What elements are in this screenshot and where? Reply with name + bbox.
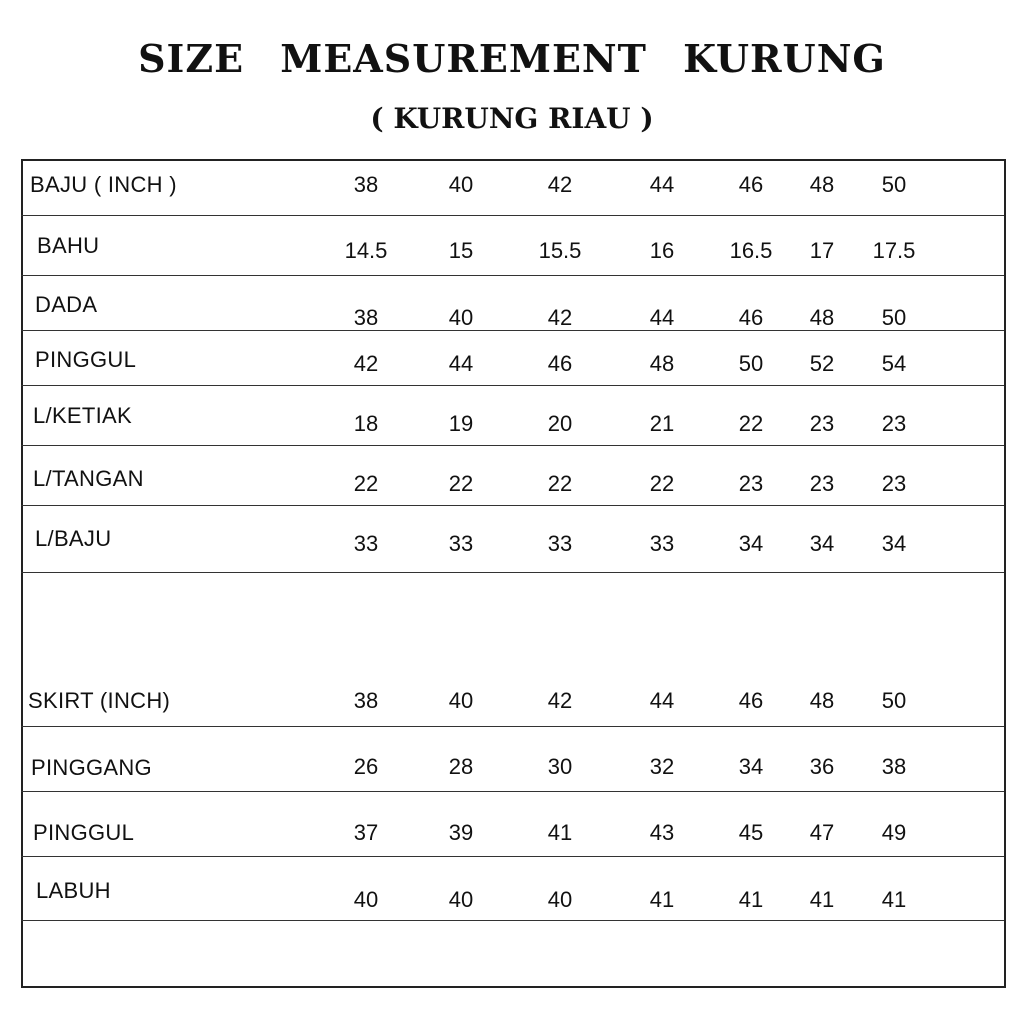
row-divider: [21, 275, 1004, 276]
table-row-bahu: [0, 233, 1024, 266]
table-cell: 17: [809, 238, 835, 263]
table-row-pinggul-skirt: [0, 818, 1024, 848]
table-row-ketiak: [0, 403, 1024, 439]
table-cell: 48: [809, 688, 835, 713]
table-cell: 30: [547, 754, 573, 779]
row-divider: [21, 791, 1004, 792]
table-cell: 22: [448, 471, 474, 496]
table-cell: 46: [738, 172, 764, 197]
table-cell: 33: [448, 531, 474, 556]
table-cell: 17.5: [872, 238, 916, 263]
table-cell: 44: [649, 305, 675, 330]
row-label: DADA: [35, 292, 98, 317]
row-label: PINGGUL: [35, 347, 137, 372]
row-divider: [21, 505, 1004, 506]
table-cell: 16: [649, 238, 675, 263]
table-row-dada: [0, 292, 1024, 333]
table-cell: 41: [881, 887, 907, 912]
table-cell: 38: [353, 305, 379, 330]
size-table-frame: [21, 159, 1006, 988]
table-row-tangan: [0, 466, 1024, 499]
table-row-labuh: [0, 878, 1024, 915]
table-cell: 40: [448, 887, 474, 912]
table-row-skirt-header: [0, 686, 1024, 716]
table-cell: 34: [738, 754, 764, 779]
table-cell: 47: [809, 820, 835, 845]
row-divider: [21, 385, 1004, 386]
table-row-baju-header: [0, 170, 1024, 200]
table-cell: 50: [881, 172, 907, 197]
table-cell: 48: [809, 305, 835, 330]
table-cell: 15.5: [538, 238, 582, 263]
table-cell: 44: [649, 688, 675, 713]
row-divider: [21, 726, 1004, 727]
table-cell: 42: [547, 305, 573, 330]
table-cell: 28: [448, 754, 474, 779]
table-cell: 16.5: [729, 238, 773, 263]
row-label: L/BAJU: [35, 526, 112, 551]
row-label: BAJU ( INCH ): [30, 172, 177, 197]
table-cell: 34: [738, 531, 764, 556]
table-cell: 40: [353, 887, 379, 912]
table-cell: 42: [547, 172, 573, 197]
table-cell: 20: [547, 411, 573, 436]
table-cell: 40: [547, 887, 573, 912]
row-divider: [21, 445, 1004, 446]
row-label: PINGGUL: [33, 820, 135, 845]
table-cell: 22: [353, 471, 379, 496]
table-cell: 43: [649, 820, 675, 845]
row-divider: [21, 215, 1004, 216]
table-cell: 48: [649, 351, 675, 376]
table-cell: 46: [738, 688, 764, 713]
table-cell: 46: [738, 305, 764, 330]
table-cell: 41: [738, 887, 764, 912]
table-cell: 21: [649, 411, 675, 436]
table-cell: 23: [809, 471, 835, 496]
row-divider: [21, 920, 1004, 921]
table-cell: 40: [448, 172, 474, 197]
row-label: BAHU: [37, 233, 100, 258]
table-cell: 34: [881, 531, 907, 556]
table-cell: 40: [448, 688, 474, 713]
row-divider: [21, 856, 1004, 857]
table-cell: 49: [881, 820, 907, 845]
table-cell: 22: [738, 411, 764, 436]
table-cell: 36: [809, 754, 835, 779]
table-cell: 22: [547, 471, 573, 496]
table-cell: 33: [353, 531, 379, 556]
row-label: L/TANGAN: [33, 466, 144, 491]
table-cell: 18: [353, 411, 379, 436]
table-row-pinggang: [0, 752, 1024, 782]
table-cell: 38: [353, 688, 379, 713]
table-row-pinggul: [0, 349, 1024, 379]
row-label: PINGGANG: [31, 755, 152, 780]
table-cell: 46: [547, 351, 573, 376]
table-cell: 22: [649, 471, 675, 496]
table-cell: 23: [809, 411, 835, 436]
table-cell: 40: [448, 305, 474, 330]
table-cell: 38: [353, 172, 379, 197]
table-cell: 33: [547, 531, 573, 556]
table-cell: 45: [738, 820, 764, 845]
table-cell: 50: [881, 305, 907, 330]
page-title: SIZE MEASUREMENT KURUNG: [138, 36, 886, 81]
table-cell: 26: [353, 754, 379, 779]
row-label: SKIRT (INCH): [28, 688, 171, 713]
table-cell: 34: [809, 531, 835, 556]
table-cell: 32: [649, 754, 675, 779]
table-cell: 38: [881, 754, 907, 779]
row-divider: [21, 572, 1004, 573]
table-cell: 41: [547, 820, 573, 845]
table-row-l-baju: [0, 526, 1024, 559]
table-cell: 48: [809, 172, 835, 197]
table-cell: 50: [881, 688, 907, 713]
table-cell: 44: [448, 351, 474, 376]
table-cell: 41: [809, 887, 835, 912]
table-cell: 50: [738, 351, 764, 376]
row-label: L/KETIAK: [33, 403, 132, 428]
table-cell: 54: [881, 351, 907, 376]
table-cell: 39: [448, 820, 474, 845]
table-cell: 42: [353, 351, 379, 376]
table-cell: 23: [881, 471, 907, 496]
table-cell: 33: [649, 531, 675, 556]
table-cell: 52: [809, 351, 835, 376]
table-cell: 41: [649, 887, 675, 912]
table-cell: 44: [649, 172, 675, 197]
page-subtitle: ( KURUNG RIAU ): [370, 102, 654, 135]
table-cell: 15: [448, 238, 474, 263]
table-cell: 14.5: [344, 238, 388, 263]
row-label: LABUH: [36, 878, 111, 903]
table-cell: 19: [448, 411, 474, 436]
table-cell: 37: [353, 820, 379, 845]
table-cell: 23: [738, 471, 764, 496]
table-cell: 23: [881, 411, 907, 436]
table-cell: 42: [547, 688, 573, 713]
